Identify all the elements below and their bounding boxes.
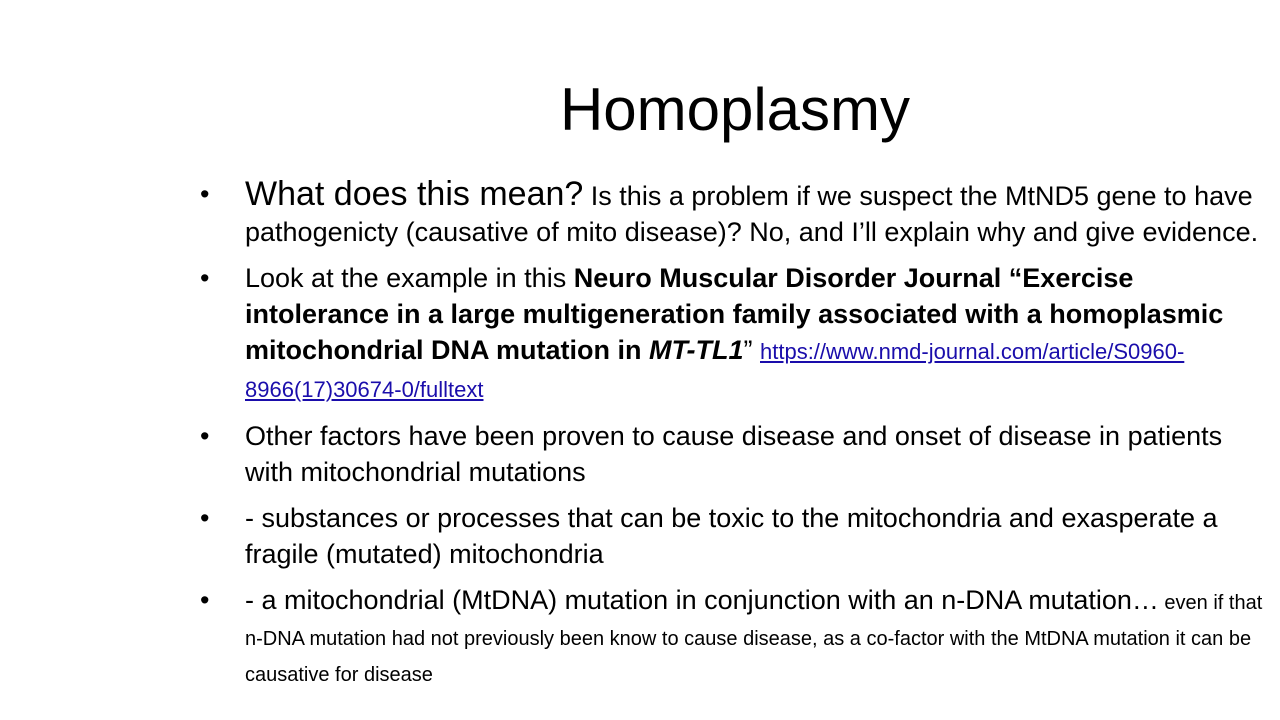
bullet-5-lead: - a mitochondrial (MtDNA) mutation in conjunction with an n-DNA mutation… [245, 585, 1159, 615]
bullet-4-text: - substances or processes that can be toxic to the mitochondria and exasperate a fragile (mutated) mitochondria [245, 503, 1218, 569]
slide-title: Homoplasmy [559, 76, 911, 144]
journal-title: Neuro Muscular Disorder Journal “Exercise intolerance in a large multigeneration family associated with a homoplasmic mitochondrial DNA mutation in [245, 263, 1224, 365]
close-quote: ” [743, 335, 760, 365]
bullet-2 [200, 260, 1270, 408]
bullet-3 [200, 418, 1270, 490]
gene-name: MT-TL1 [649, 335, 744, 365]
bullet-1-rest: Is this a problem if we suspect the MtND5 gene to have pathogenicty (causative of mito disease)? No, and I’ll explain why and give evidence. [245, 181, 1259, 247]
bullet-1-lead: What does this mean? [245, 175, 584, 213]
journal-link[interactable]: https://www.nmd-journal.com/article/S0960-8966(17)30674-0/fulltext [245, 339, 1185, 402]
bullet-4 [200, 500, 1270, 572]
bullet-1 [200, 176, 1270, 250]
bullet-3-text: Other factors have been proven to cause disease and onset of disease in patients with mitochondrial mutations [245, 421, 1223, 487]
bullet-list [200, 176, 1270, 700]
bullet-2-intro: Look at the example in this [245, 263, 574, 293]
bullet-5-tail: even if that n-DNA mutation had not previously been know to cause disease, as a co-factor with the MtDNA mutation it can be causative for disease [245, 592, 1263, 686]
bullet-5 [200, 582, 1270, 690]
